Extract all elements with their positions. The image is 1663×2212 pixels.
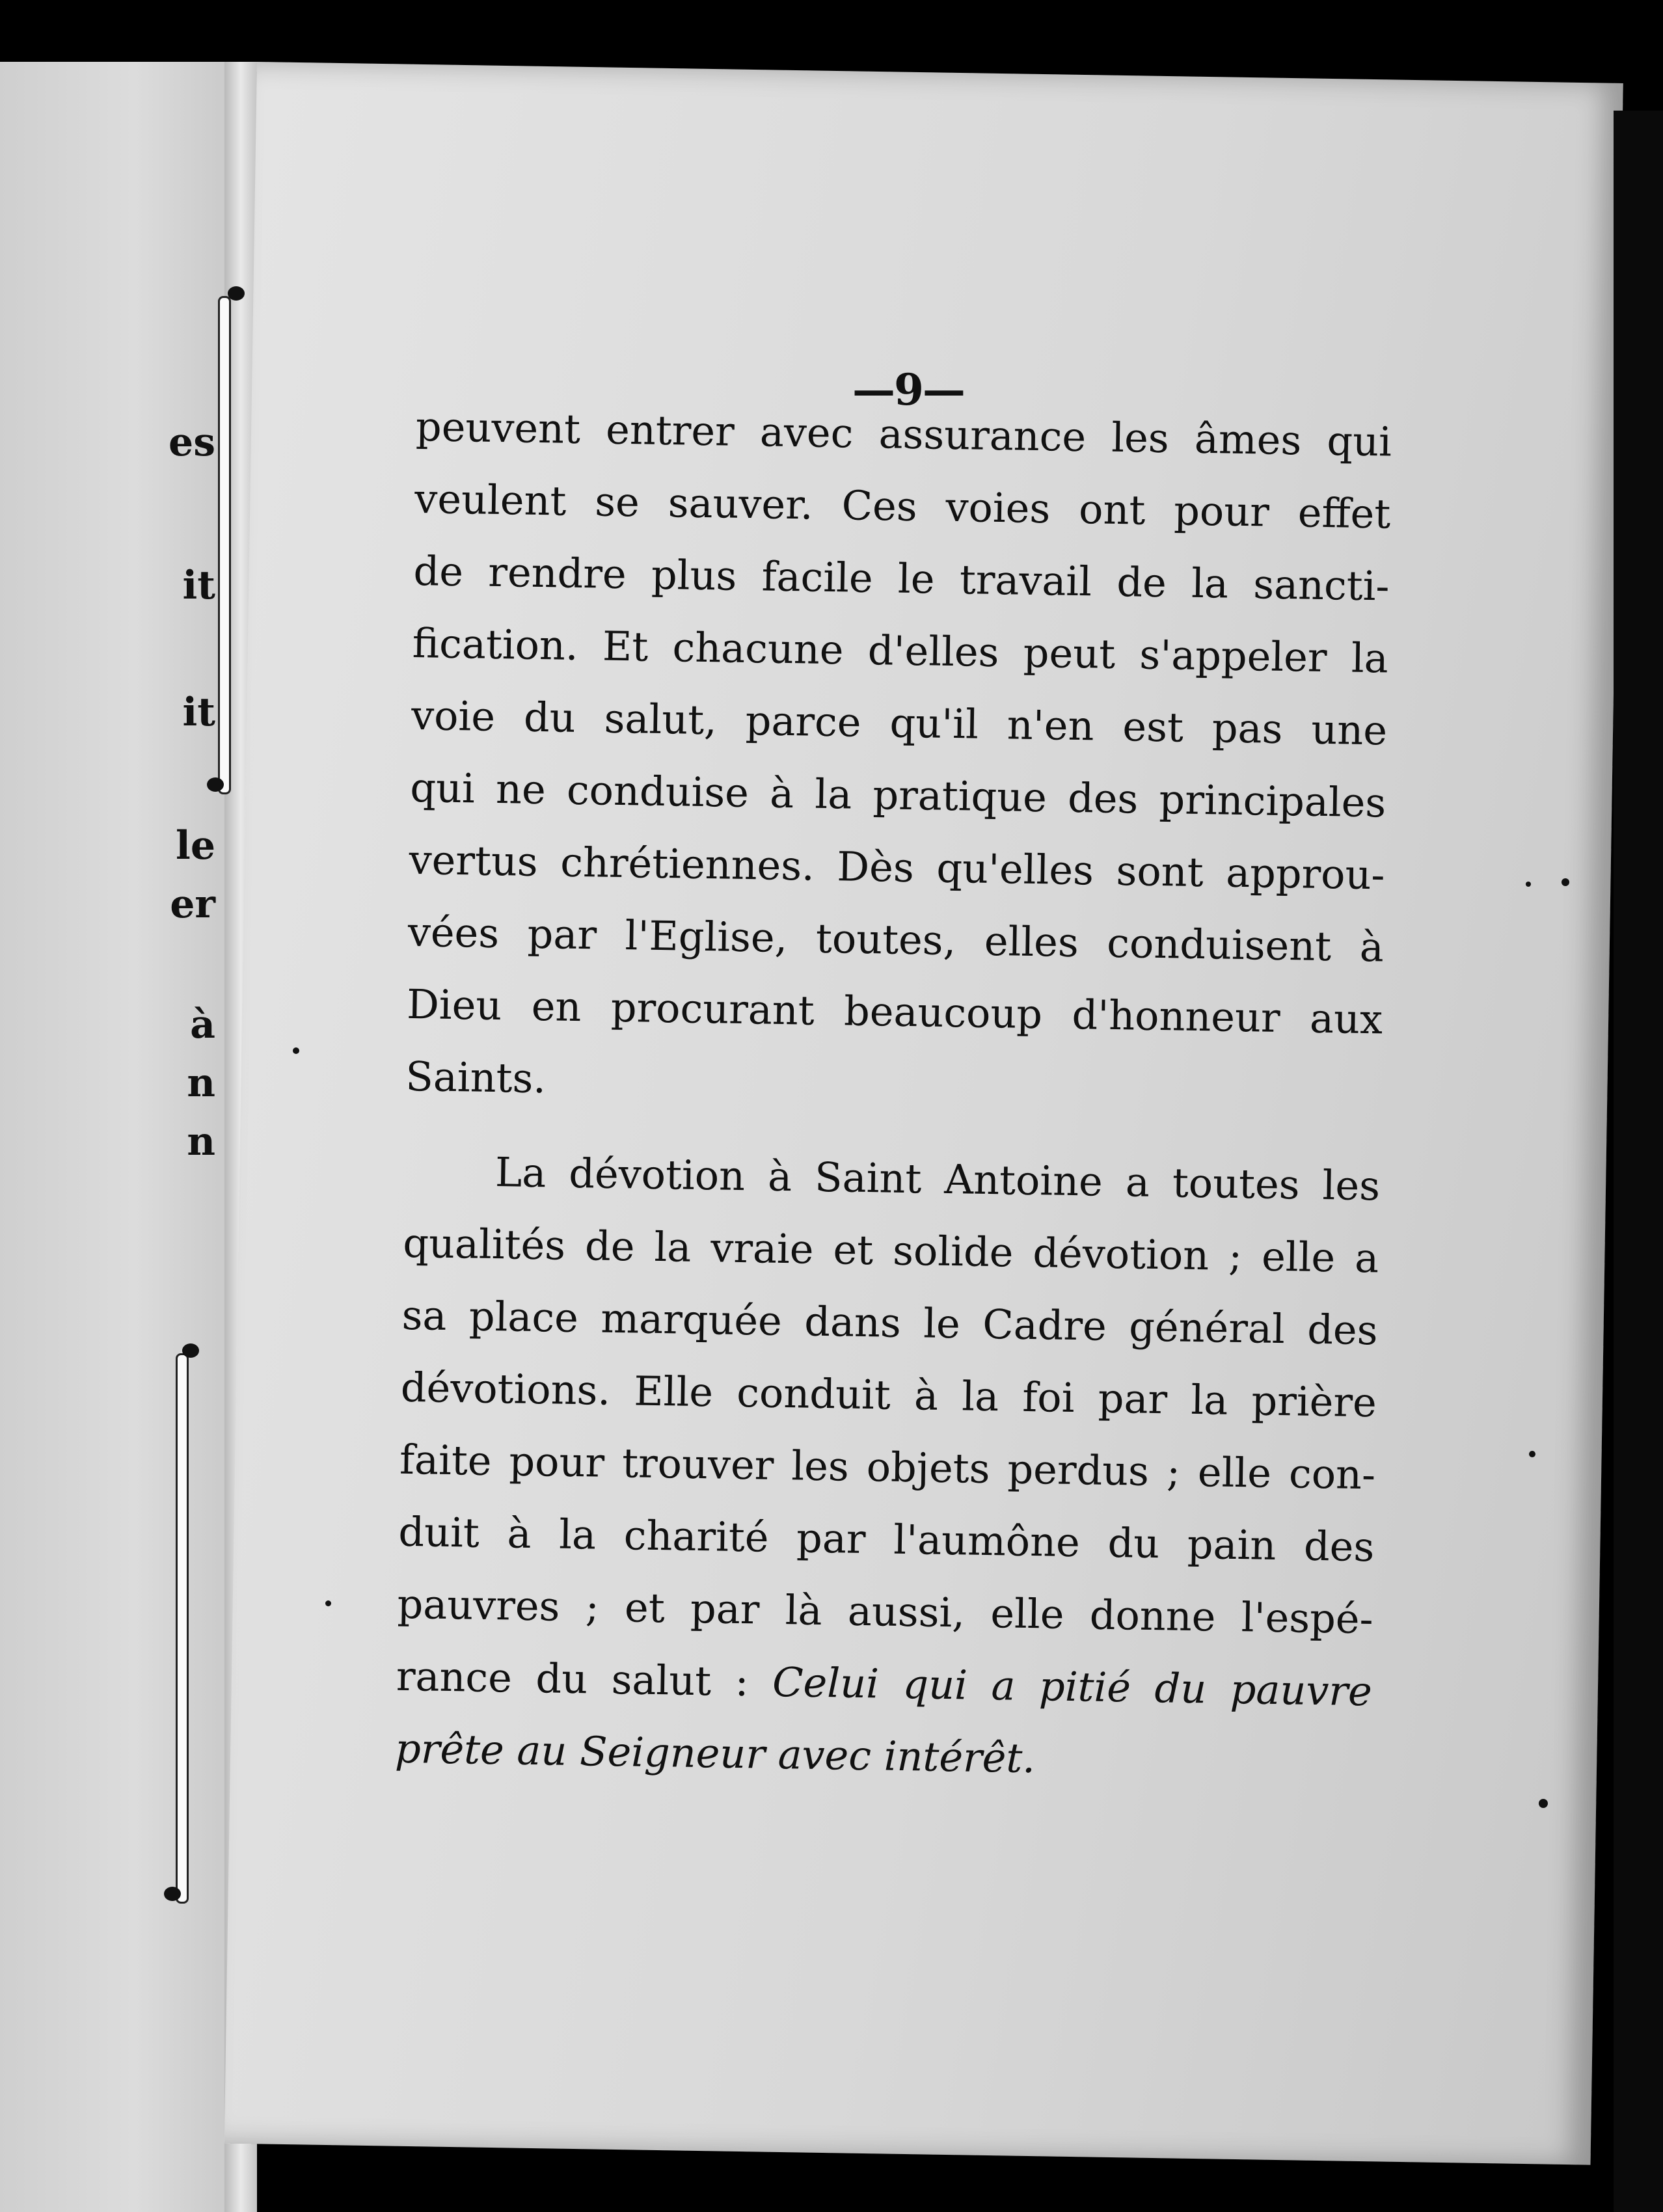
binding-stitch-upper [218, 296, 231, 794]
text-line: fication. Et chacune d'elles peut s'appeler la [412, 619, 1389, 682]
left-page-text-fragment: n [187, 1119, 215, 1165]
left-page-text-fragment: à [190, 1002, 215, 1047]
text-line: veulent se sauver. Ces voies ont pour effet [414, 474, 1391, 538]
text-line: faite pour trouver les objets perdus ; elle con- [399, 1435, 1376, 1499]
paragraph-1 [405, 390, 1392, 1127]
page-body-text [394, 390, 1392, 1800]
scan-speck [325, 1600, 331, 1606]
scan-speck [1529, 1451, 1535, 1457]
text-segment: rance du salut : [396, 1652, 750, 1706]
text-line: vertus chrétiennes. Dès qu'elles sont approu- [409, 835, 1386, 899]
text-line: peuvent entrer avec assurance les âmes qui [415, 402, 1392, 466]
text-line: La dévotion à Saint Antoine a toutes les [494, 1148, 1381, 1210]
left-page-text-fragment: it [182, 563, 215, 608]
text-line: Saints. [405, 1052, 547, 1103]
text-line: pauvres ; et par là aussi, elle donne l'espé- [397, 1580, 1374, 1643]
left-page-fragment [0, 62, 224, 2212]
text-line: qualités de la vraie et solide dévotion ; elle a [402, 1219, 1379, 1282]
left-page-text-fragment: er [170, 882, 215, 927]
stitch-knot [164, 1887, 181, 1901]
left-page-text-fragment: n [187, 1060, 215, 1106]
italic-quote: Celui qui a pitié du pauvre [772, 1658, 1373, 1716]
text-line: dévotions. Elle conduit à la foi par la prière [400, 1363, 1377, 1427]
text-line: voie du salut, parce qu'il n'en est pas une [411, 691, 1388, 755]
left-page-text-fragment: it [182, 690, 215, 735]
text-line: vées par l'Eglise, toutes, elles conduisent à [407, 908, 1385, 971]
scan-speck [1562, 878, 1569, 886]
scan-speck [1526, 882, 1531, 887]
text-line: de rendre plus facile le travail de la sancti- [413, 546, 1390, 610]
text-line: sa place marquée dans le Cadre général des [401, 1291, 1379, 1355]
stitch-knot [207, 777, 224, 792]
stitch-knot [182, 1343, 199, 1358]
scan-speck [293, 1047, 299, 1054]
binding-stitch-lower [176, 1353, 189, 1904]
text-line: duit à la charité par l'aumône du pain des [398, 1507, 1375, 1571]
text-line: Dieu en procurant beaucoup d'honneur aux [406, 980, 1383, 1044]
page-number: —9— [852, 364, 964, 415]
italic-quote: prête au Seigneur avec intérêt. [394, 1724, 1036, 1783]
text-line: qui ne conduise à la pratique des principales [409, 763, 1386, 827]
stitch-knot [228, 286, 245, 301]
left-page-text-fragment: le [176, 823, 215, 869]
scan-speck [1539, 1799, 1548, 1808]
left-page-text-fragment: es [169, 420, 215, 465]
paragraph-2 [394, 1135, 1381, 1800]
page-right-edge-shadow [1614, 111, 1663, 2212]
